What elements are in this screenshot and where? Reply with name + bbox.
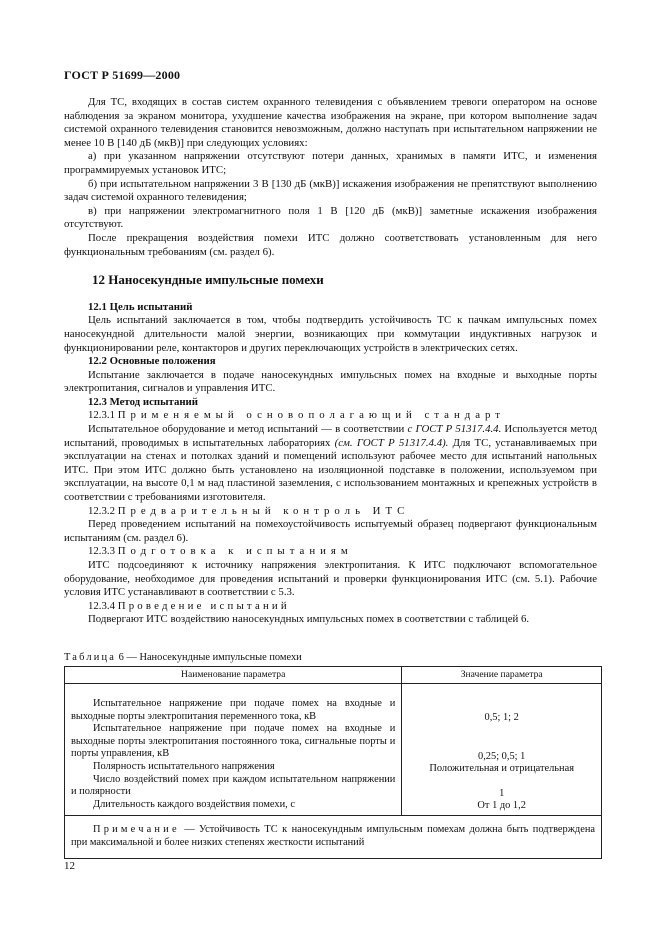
parameter-value: 0,25; 0,5; 1 [478, 751, 526, 762]
subsection-12-1-title: 12.1 Цель испытаний [88, 300, 193, 313]
parameter-name: Испытательное напряжение при подаче помех на входные и выходные порты электропитания постоянного тока, сигнальные порты и порты управления, кВ [71, 723, 396, 760]
parameter-name: Полярность испытательного напряжения [93, 760, 275, 772]
note-text [71, 824, 595, 849]
clause-title: Применяемый основополагающий стандарт [117, 409, 506, 422]
clause-title: Предварительный контроль ИТС [117, 504, 410, 517]
intro-paragraph: Для ТС, входящих в состав систем охранного телевидения с объявлением тревоги оператором на основе наблюдения за экраном монитора, ухудшение качества изображения на экране, при котором выполнение задач системой охранного телевидения становится невозможным, должно наступать при испытательном напряжении не менее 10 В [140 дБ (мкВ)] при следующих условиях: [64, 96, 597, 149]
clause-title: Подготовка к испытаниям [117, 545, 353, 558]
table-6 [64, 666, 602, 859]
parameter-value: Положительная и отрицательная [429, 763, 574, 774]
parameter-value: От 1 до 1,2 [477, 800, 526, 811]
clause-number: 12.3.1 [88, 409, 115, 422]
value-cell [402, 684, 602, 816]
clause-12-3-1-text [64, 423, 597, 505]
text-run: Для ТС, устанавливаемых при эксплуатации на стенах и потолках зданий и помещений используют рабочее место для испытаний напольных ИТС. При этом ИТС должно быть установлено на изоляционной подставке в положении, используемом при эксплуатации, на высоте 0,1 м над пластиной заземления, с использованием монтажных и крепежных устройств в соответствии с требованиями изготовителя. [64, 436, 597, 504]
column-header-value: Значение параметра [402, 667, 602, 684]
subsection-12-2-text: Испытание заключается в подаче наносекундных импульсных помех на входные и выходные порты электропитания, сигналов и управления ИТС. [64, 368, 597, 395]
parameter-name: Испытательное напряжение при подаче помех на входные и выходные порты электропитания переменного тока, кВ [71, 698, 396, 722]
intro-closing-paragraph: После прекращения воздействия помехи ИТС должно соответствовать установленным для него функциональным требованиям (см. раздел 6). [64, 231, 597, 258]
text-run: Испытательное оборудование и метод испытаний — в соответствии [88, 423, 408, 436]
parameter-cell [65, 684, 402, 816]
table-6-caption [64, 652, 302, 663]
clause-number: 12.3.2 [88, 504, 115, 517]
note-body: — Устойчивость ТС к наносекундным импульсным помехам должна быть подтверждена при максимальной и более низких степенях жесткости испытаний [71, 824, 595, 848]
table-row [65, 684, 602, 816]
parameter-value: 1 [499, 788, 505, 799]
standard-reference: (см. ГОСТ Р 51317.4.4). [334, 436, 449, 449]
section-12-title: 12 Наносекундные импульсные помехи [92, 272, 324, 288]
table-note [65, 816, 602, 858]
table-note-row [65, 816, 602, 858]
clause-12-3-1-heading [64, 409, 597, 423]
caption-text: 6 — Наносекундные импульсные помехи [118, 652, 302, 663]
parameter-value: 0,5; 1; 2 [484, 712, 519, 723]
condition-a: а) при указанном напряжении отсутствуют потери данных, хранимых в памяти ИТС, и изменения программируемых установок ИТС; [64, 150, 597, 176]
parameter-name: Длительность каждого воздействия помехи, с [93, 798, 295, 810]
clause-12-3-3-text: ИТС подсоединяют к источнику напряжения электропитания. К ИТС подключают вспомогательное оборудование, необходимое для проведения испытаний и проверки функционирования ИТС (см. 5.1). Рабочие условия ИТС устанавливают в соответствии с 5.3. [64, 559, 597, 599]
subsection-12-3-title: 12.3 Метод испытаний [88, 395, 199, 408]
caption-word: Таблица [64, 652, 117, 663]
text-run: Используется метод испытаний, проводимых в испытательных лабораториях [64, 423, 598, 449]
page-number: 12 [64, 860, 75, 872]
standard-reference: с ГОСТ Р 51317.4.4. [407, 423, 502, 436]
subsection-12-2-title: 12.2 Основные положения [88, 355, 216, 368]
note-word: Примечание [93, 824, 180, 836]
condition-c: в) при напряжении электромагнитного поля 1 В [120 дБ (мкВ)] заметные искажения изображения отсутствуют. [64, 204, 597, 231]
clause-12-3-2-heading [64, 505, 597, 519]
condition-b: б) при испытательном напряжении 3 В [130 дБ (мкВ)] искажения изображения не препятствуют выполнению задач системой охранного телевидения; [64, 177, 597, 204]
subsection-12-1-text: Цель испытаний заключается в том, чтобы подтвердить устойчивость ТС к пачкам импульсных помех наносекундной длительности малой энергии, возникающих при коммутации индуктивных нагрузок и функционировании реле, контакторов и других переключающих устройств в электрических сетях. [64, 314, 597, 354]
standard-header: ГОСТ Р 51699—2000 [64, 68, 181, 82]
parameter-name: Число воздействий помех при каждом испытательном напряжении и полярности [71, 773, 396, 798]
clause-12-3-3-heading [64, 545, 597, 559]
clause-title: Проведение испытаний [117, 599, 290, 612]
clause-12-3-2-text: Перед проведением испытаний на помехоустойчивость испытуемый образец подвергают функциональным испытаниям (см. раздел 6). [64, 518, 597, 544]
clause-12-3-4-text: Подвергают ИТС воздействию наносекундных импульсных помех в соответствии с таблицей 6. [88, 613, 530, 626]
document-body [64, 96, 597, 627]
clause-number: 12.3.3 [88, 545, 115, 558]
table-header-row [65, 667, 602, 684]
clause-12-3-4-heading [64, 600, 597, 614]
column-header-parameter: Наименование параметра [65, 667, 402, 684]
clause-number: 12.3.4 [88, 599, 115, 612]
